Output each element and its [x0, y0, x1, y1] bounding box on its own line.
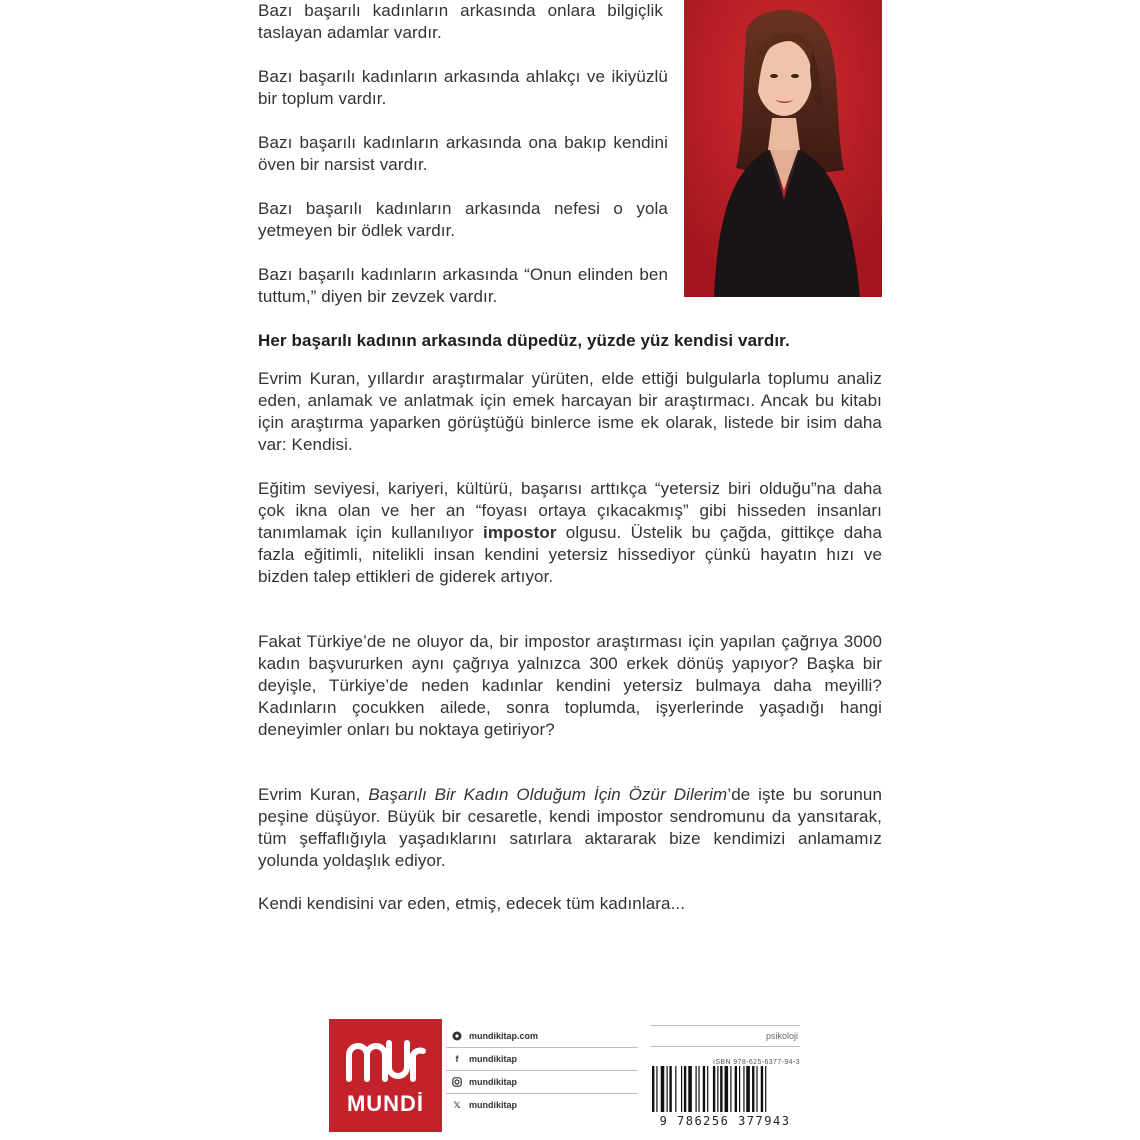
intro-paragraph-5 [258, 264, 668, 308]
paragraph-book-summary-end: ’de işte bu sorunun peşine düşüyor. Büyük bir cesaretle, kendi impostor sendromunu da yansıtarak, tüm şeffaflığıyla yaşadıklarını satırlara aktararak bize kendimizi anlamamız yolunda yoldaşlık ediyor. [258, 785, 882, 870]
contact-facebook [446, 1048, 638, 1071]
globe-icon [452, 1031, 462, 1041]
paragraph-impostor-text-start: Eğitim seviyesi, kariyeri, kültürü, başarısı arttıkça “yetersiz biri olduğu”na daha çok ikna olan ve her an “foyası ortaya çıkacakmış” gibi hisseden insanları tanımlamak için kullanılıyor [258, 479, 882, 542]
publisher-logo [329, 1019, 442, 1132]
intro-paragraph-3-text: Bazı başarılı kadınların arkasında ona bakıp kendini öven bir narsist vardır. [258, 133, 668, 174]
paragraph-book-summary [258, 784, 882, 872]
headline-text: Her başarılı kadının arkasında düpedüz, yüzde yüz kendisi vardır. [258, 331, 790, 350]
contact-x [446, 1094, 638, 1116]
intro-paragraph-4-text: Bazı başarılı kadınların arkasında nefesi o yola yetmeyen bir ödlek vardır. [258, 199, 668, 240]
closing-line [258, 893, 882, 915]
paragraph-turkey-question [258, 631, 882, 741]
contact-x-text: mundikitap [469, 1100, 518, 1110]
intro-paragraph-5-text: Bazı başarılı kadınların arkasında “Onun elinden ben tuttum,” diyen bir zevzek vardır. [258, 265, 668, 306]
publisher-logo-text: MUNDİ [346, 1091, 425, 1116]
contact-website-text: mundikitap.com [469, 1031, 539, 1041]
impostor-term: impostor [483, 523, 557, 542]
barcode-icon [652, 1066, 798, 1112]
mundi-logo-mark-icon [343, 1039, 429, 1083]
contact-website [446, 1025, 638, 1048]
instagram-icon [452, 1077, 462, 1087]
intro-paragraph-2-text: Bazı başarılı kadınların arkasında ahlakçı ve ikiyüzlü bir toplum vardır. [258, 67, 668, 108]
paragraph-turkey-question-text: Fakat Türkiye’de ne oluyor da, bir impostor araştırması için yapılan çağrıya 3000 kadın başvururken aynı çağrıya yalnızca 300 erkek dönüş yapıyor? Başka bir deyişle, Türkiye’de neden kadınlar kendini yetersiz bulmaya daha meyilli? Kadınların çocukken ailede, sonra toplumda, işyerlerinde yaşadığı hangi deneyimler onları bu noktaya getiriyor? [258, 632, 882, 739]
intro-paragraph-3 [258, 132, 668, 176]
author-portrait-illustration [684, 0, 882, 297]
intro-paragraph-1-text: Bazı başarılı kadınların arkasında onlara bilgiçlik taslayan adamlar vardır. [258, 1, 663, 42]
paragraph-impostor [258, 478, 882, 588]
contact-instagram-text: mundikitap [469, 1077, 518, 1087]
book-title: Başarılı Bir Kadın Olduğum İçin Özür Dilerim [368, 785, 728, 804]
x-icon: 𝕏 [453, 1099, 461, 1110]
intro-paragraph-2 [258, 66, 668, 110]
intro-paragraph-4 [258, 198, 668, 242]
paragraph-book-summary-start: Evrim Kuran, [258, 785, 369, 804]
paragraph-author-intro-text: Evrim Kuran, yıllardır araştırmalar yürüten, elde ettiği bulgularla toplumu analiz eden, anlamak ve anlatmak için emek harcayan bir araştırmacı. Ancak bu kitabı için araştırma yaparken görüştüğü binlerce isme ek olarak, listede bir isim daha var: Kendisi. [258, 369, 882, 454]
isbn-panel [650, 1025, 800, 1128]
category-label: psikoloji [650, 1025, 800, 1047]
publisher-contacts [446, 1025, 638, 1125]
contact-facebook-text: mundikitap [469, 1054, 518, 1064]
closing-line-text: Kendi kendisini var eden, etmiş, edecek tüm kadınlara... [258, 894, 686, 913]
contact-instagram [446, 1071, 638, 1094]
paragraph-author-intro [258, 368, 882, 456]
paragraph-impostor-text-end: olgusu. Üstelik bu çağda, gittikçe daha fazla eğitimli, nitelikli insan kendini yetersiz hissediyor çünkü hayatın hızı ve bizden talep ettikleri de giderek artıyor. [258, 523, 883, 586]
isbn-text: ISBN 978-625-6377-94-3 [712, 1059, 800, 1066]
headline [258, 330, 882, 352]
barcode-digits: 9 786256 377943 [659, 1114, 791, 1128]
author-photo [684, 0, 882, 297]
facebook-icon: f [455, 1054, 459, 1064]
